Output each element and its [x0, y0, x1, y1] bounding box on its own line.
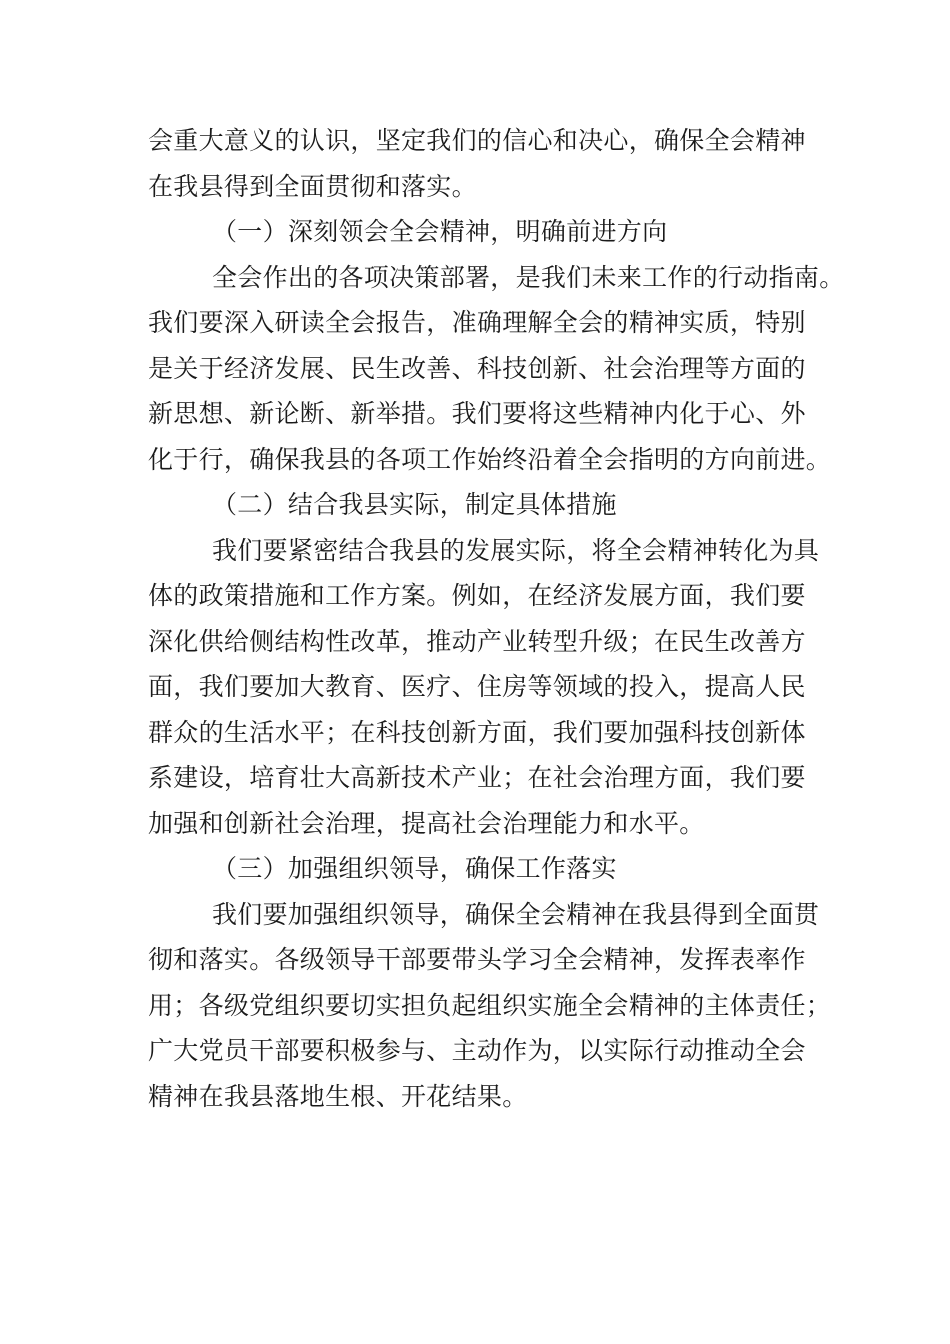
text-line: 新思想、新论断、新举措。我们要将这些精神内化于心、外 — [148, 399, 806, 428]
document-body — [148, 118, 845, 1119]
section-1 — [148, 209, 845, 482]
text-line: 是关于经济发展、民生改善、科技创新、社会治理等方面的 — [148, 353, 806, 383]
text-line: 体的政策措施和工作方案。例如，在经济发展方面，我们要 — [148, 581, 806, 610]
text-line: 系建设，培育壮大高新技术产业；在社会治理方面，我们要 — [148, 763, 806, 792]
text-line: 群众的生活水平；在科技创新方面，我们要加强科技创新体 — [148, 717, 806, 747]
section-2 — [148, 482, 820, 846]
section-heading: （三）加强组织领导，确保工作落实 — [212, 854, 617, 883]
text-line: 我们要深入研读全会报告，准确理解全会的精神实质，特别 — [148, 308, 806, 337]
text-line: 我们要紧密结合我县的发展实际，将全会精神转化为具 — [212, 535, 820, 565]
text-line: 会重大意义的认识，坚定我们的信心和决心，确保全会精神 — [148, 126, 806, 155]
text-line: 加强和创新社会治理，提高社会治理能力和水平。 — [148, 808, 705, 838]
text-line: 彻和落实。各级领导干部要带头学习全会精神，发挥表率作 — [148, 945, 806, 974]
text-line: 精神在我县落地生根、开花结果。 — [148, 1081, 528, 1111]
text-line: 全会作出的各项决策部署，是我们未来工作的行动指南。 — [212, 262, 845, 292]
text-line: 我们要加强组织领导，确保全会精神在我县得到全面贯 — [212, 899, 820, 929]
text-line: 化于行，确保我县的各项工作始终沿着全会指明的方向前进。 — [148, 444, 832, 474]
section-3 — [148, 846, 832, 1119]
section-heading: （二）结合我县实际，制定具体措施 — [212, 490, 617, 519]
text-line: 在我县得到全面贯彻和落实。 — [148, 171, 477, 201]
text-line: 深化供给侧结构性改革，推动产业转型升级；在民生改善方 — [148, 626, 806, 656]
section-heading: （一）深刻领会全会精神，明确前进方向 — [212, 217, 668, 246]
text-line: 用；各级党组织要切实担负起组织实施全会精神的主体责任； — [148, 990, 832, 1020]
text-line: 面，我们要加大教育、医疗、住房等领域的投入，提高人民 — [148, 672, 806, 701]
intro-paragraph — [148, 118, 810, 209]
text-line: 广大党员干部要积极参与、主动作为，以实际行动推动全会 — [148, 1036, 806, 1065]
